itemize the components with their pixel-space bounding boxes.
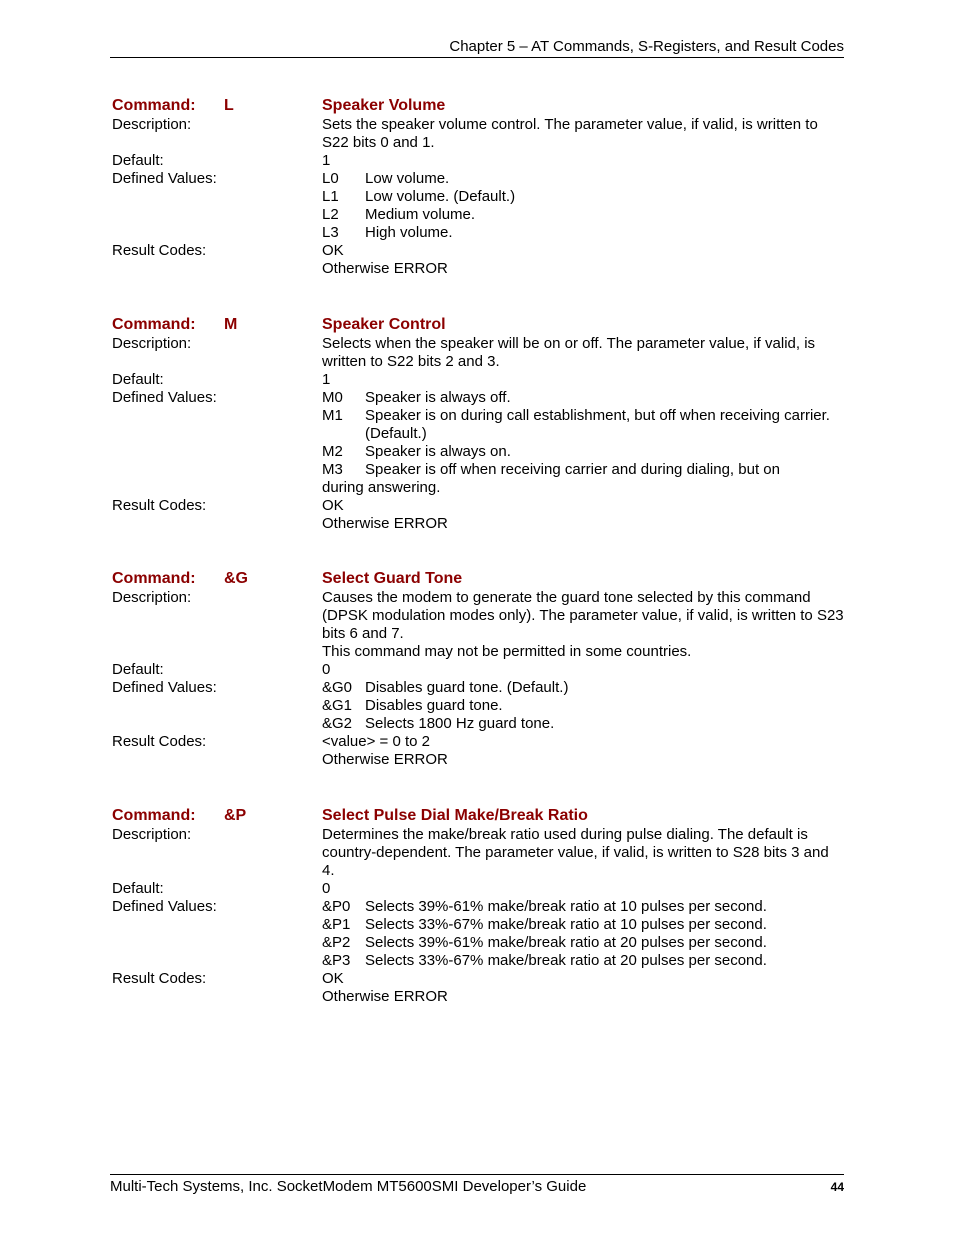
defined-value-item: M0 Speaker is always off. <box>322 389 511 406</box>
result-codes: OK Otherwise ERROR <box>322 970 448 1005</box>
description-label: Description: <box>112 826 192 843</box>
command-title: Speaker Volume <box>322 97 446 114</box>
command-code: &G <box>224 570 248 587</box>
command-section-ampersand-g <box>112 569 844 769</box>
command-section-m <box>112 315 844 533</box>
defined-values-list <box>322 898 844 970</box>
result-codes-label: Result Codes: <box>112 497 207 514</box>
defined-values-label: Defined Values: <box>112 170 217 187</box>
description-text: Causes the modem to generate the guard tone selected by this command (DPSK modulation modes only). The parameter value, if valid, is written to S23 bits 6 and 7. This command may not be permitted in some countries. <box>322 589 844 660</box>
defined-value-item: L2 Medium volume. <box>322 206 476 223</box>
defined-value-item: M2 Speaker is always on. <box>322 443 511 460</box>
result-codes: OK Otherwise ERROR <box>322 242 448 277</box>
defined-value-item: L1 Low volume. (Default.) <box>322 188 516 205</box>
page-footer <box>110 1174 844 1196</box>
command-section-l <box>112 96 844 278</box>
defined-value-item: L0 Low volume. <box>322 170 450 187</box>
default-label: Default: <box>112 371 164 388</box>
default-value: 1 <box>322 152 331 169</box>
default-value: 0 <box>322 880 331 897</box>
chapter-title: Chapter 5 – AT Commands, S-Registers, and Result Codes <box>449 38 844 55</box>
command-title: Select Pulse Dial Make/Break Ratio <box>322 807 588 824</box>
result-codes: OK Otherwise ERROR <box>322 497 448 532</box>
document-title: Multi-Tech Systems, Inc. SocketModem MT5600SMI Developer’s Guide <box>110 1178 587 1195</box>
description-text: Selects when the speaker will be on or off. The parameter value, if valid, is written to S22 bits 2 and 3. <box>322 335 816 370</box>
description-label: Description: <box>112 335 192 352</box>
page-header <box>110 38 844 58</box>
result-codes-label: Result Codes: <box>112 733 207 750</box>
defined-values-list <box>322 170 844 242</box>
command-section-ampersand-p <box>112 806 844 1006</box>
defined-value-item: L3 High volume. <box>322 224 453 241</box>
default-label: Default: <box>112 661 164 678</box>
result-codes-label: Result Codes: <box>112 242 207 259</box>
default-label: Default: <box>112 880 164 897</box>
defined-value-item: &G1 Disables guard tone. <box>322 697 503 714</box>
description-text: Determines the make/break ratio used during pulse dialing. The default is country-dependent. The parameter value, if valid, is written to S28 bits 3 and 4. <box>322 826 829 879</box>
result-codes: <value> = 0 to 2 Otherwise ERROR <box>322 733 448 768</box>
default-label: Default: <box>112 152 164 169</box>
defined-values-label: Defined Values: <box>112 898 217 915</box>
defined-value-item: &P3 Selects 33%-67% make/break ratio at 20 pulses per second. <box>322 952 767 969</box>
page-number: 44 <box>830 1180 844 1194</box>
command-code: M <box>224 316 238 333</box>
command-label: Command: <box>112 570 196 587</box>
command-title: Select Guard Tone <box>322 570 463 587</box>
defined-value-item: &G0 Disables guard tone. (Default.) <box>322 679 569 696</box>
defined-value-continuation: during answering. <box>322 479 441 496</box>
command-code: L <box>224 97 234 114</box>
defined-value-item: &G2 Selects 1800 Hz guard tone. <box>322 715 555 732</box>
defined-value-item: M1 Speaker is on during call establishment, but off when receiving carrier. (Default.) <box>322 407 830 442</box>
defined-values-label: Defined Values: <box>112 389 217 406</box>
description-note: This command may not be permitted in some countries. <box>322 643 692 660</box>
command-code: &P <box>224 807 247 824</box>
defined-value-item: M3 Speaker is off when receiving carrier and during dialing, but on <box>322 461 780 478</box>
command-label: Command: <box>112 807 196 824</box>
description-label: Description: <box>112 116 192 133</box>
defined-value-item: &P0 Selects 39%-61% make/break ratio at 10 pulses per second. <box>322 898 767 915</box>
command-label: Command: <box>112 97 196 114</box>
defined-value-item: &P1 Selects 33%-67% make/break ratio at 10 pulses per second. <box>322 916 767 933</box>
default-value: 1 <box>322 371 331 388</box>
defined-values-list <box>322 389 844 497</box>
description-text: Sets the speaker volume control. The parameter value, if valid, is written to S22 bits 0 and 1. <box>322 116 818 151</box>
command-label: Command: <box>112 316 196 333</box>
result-codes-label: Result Codes: <box>112 970 207 987</box>
default-value: 0 <box>322 661 331 678</box>
command-title: Speaker Control <box>322 316 446 333</box>
description-label: Description: <box>112 589 192 606</box>
defined-value-item: &P2 Selects 39%-61% make/break ratio at 20 pulses per second. <box>322 934 767 951</box>
defined-values-list <box>322 679 844 733</box>
defined-values-label: Defined Values: <box>112 679 217 696</box>
